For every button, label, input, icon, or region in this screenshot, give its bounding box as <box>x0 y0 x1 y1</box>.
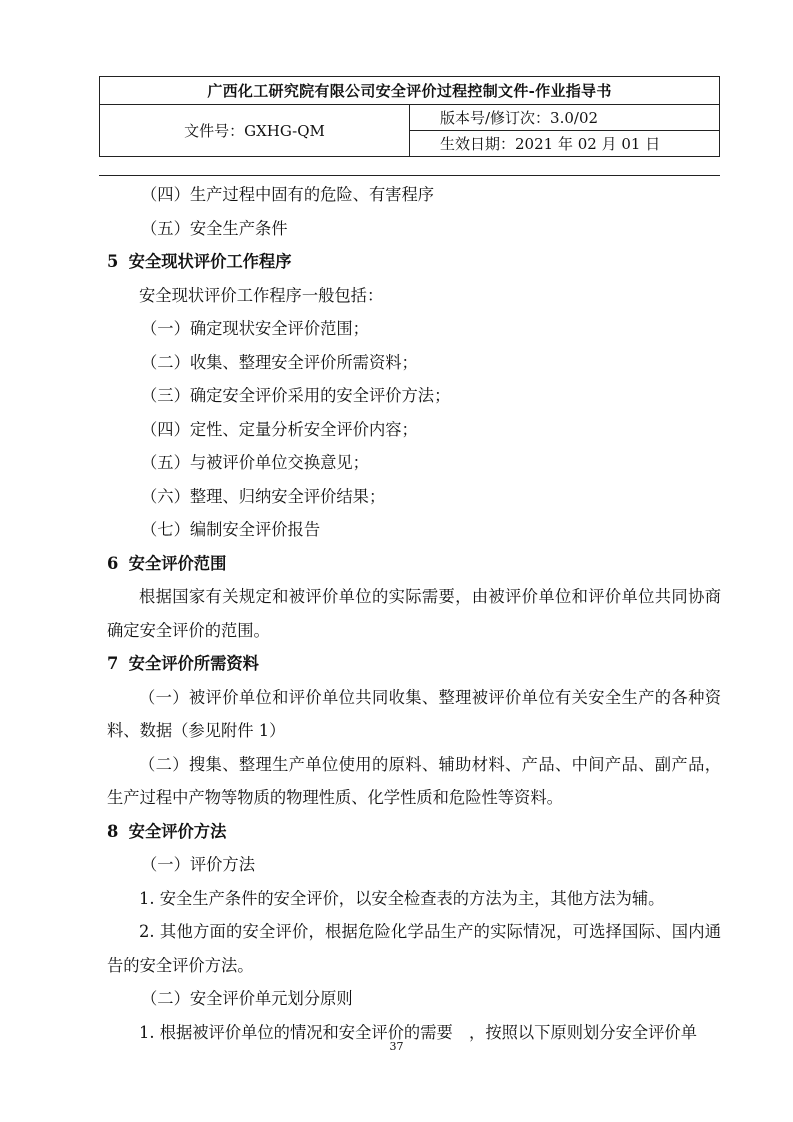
header-divider <box>99 175 720 176</box>
list-item: （五）安全生产条件 <box>141 218 288 238</box>
list-item: （一）确定现状安全评价范围； <box>141 319 369 338</box>
list-item: （二）收集、整理安全评价所需资料； <box>141 352 418 372</box>
list-item: （四）定性、定量分析安全评价内容； <box>141 419 418 439</box>
section-number: 8 <box>107 821 119 841</box>
subsection-heading: （一）评价方法 <box>141 855 255 874</box>
section-heading <box>107 647 721 681</box>
paragraph: 2. 其他方面的安全评价，根据危险化学品生产的实际情况，可选择国际、国内通告的安全评价方法。 <box>107 922 721 975</box>
section-heading <box>107 547 721 581</box>
document-number: 文件号：GXHG-QM <box>100 105 410 157</box>
page-number: 37 <box>389 1040 404 1053</box>
paragraph: 安全现状评价工作程序一般包括： <box>139 285 384 305</box>
section-number: 6 <box>107 553 119 573</box>
paragraph: （一）被评价单位和评价单位共同收集、整理被评价单位有关安全生产的各种资料、数据（参见附件 1） <box>107 687 721 740</box>
document-body <box>107 178 721 1049</box>
document-title: 广西化工研究院有限公司安全评价过程控制文件-作业指导书 <box>100 77 720 105</box>
paragraph: （二）搜集、整理生产单位使用的原料、辅助材料、产品、中间产品、副产品，生产过程中产物等物质的物理性质、化学性质和危险性等资料。 <box>107 754 721 807</box>
list-item: （六）整理、归纳安全评价结果； <box>141 486 386 506</box>
section-number: 5 <box>107 252 119 271</box>
paragraph: 1. 根据被评价单位的情况和安全评价的需要 ，按照以下原则划分安全评价单 <box>139 1022 697 1042</box>
subsection-heading: （二）安全评价单元划分原则 <box>141 989 353 1008</box>
section-title: 安全现状评价工作程序 <box>128 252 292 271</box>
paragraph: 根据国家有关规定和被评价单位的实际需要，由被评价单位和评价单位共同协商确定安全评价的范围。 <box>107 587 721 640</box>
list-item: （五）与被评价单位交换意见； <box>141 453 369 472</box>
version-info: 版本号/修订次：3.0/02 <box>410 105 720 131</box>
document-header <box>99 76 720 157</box>
section-title: 安全评价所需资料 <box>128 654 259 673</box>
list-item: （四）生产过程中固有的危险、有害程序 <box>141 185 435 204</box>
effective-date: 生效日期：2021 年 02 月 01 日 <box>410 131 720 157</box>
section-heading <box>107 245 721 279</box>
section-title: 安全评价范围 <box>128 553 227 573</box>
section-number: 7 <box>107 654 119 673</box>
section-heading <box>107 815 721 849</box>
section-title: 安全评价方法 <box>128 821 227 841</box>
list-item: （三）确定安全评价采用的安全评价方法； <box>141 386 451 405</box>
list-item: （七）编制安全评价报告 <box>141 520 321 539</box>
paragraph: 1. 安全生产条件的安全评价，以安全检查表的方法为主，其他方法为辅。 <box>139 888 665 908</box>
